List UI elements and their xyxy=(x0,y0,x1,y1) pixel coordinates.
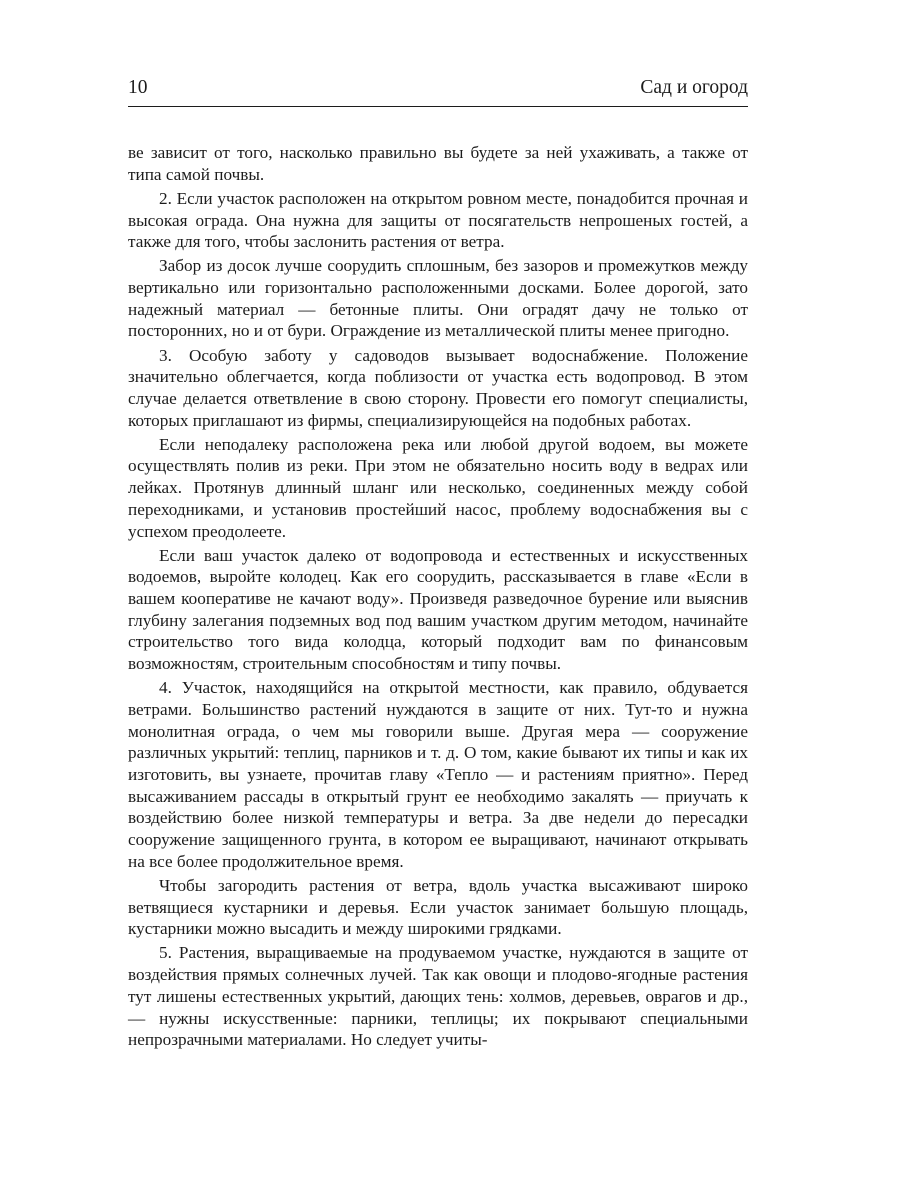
section-title: Сад и огород xyxy=(640,77,748,98)
paragraph-windbreak-shrubs: Чтобы загородить растения от ветра, вдоль участка высаживают широко ветвящиеся кустарники и деревья. Если участок занимает большую площадь, кустарники можно высадить и между широкими грядками. xyxy=(128,875,748,939)
paragraph-continued: ве зависит от того, насколько правильно вы будете за ней ухаживать, а также от типа самой почвы. xyxy=(128,143,748,184)
running-head xyxy=(128,72,748,107)
paragraph-item-2-fence: 2. Если участок расположен на открытом ровном месте, понадобится прочная и высокая ограда. Она нужна для защиты от посягательств непрошеных гостей, а также для того, чтобы заслонить растения от ветра. xyxy=(128,188,748,252)
paragraph-item-5-sun-protection: 5. Растения, выращиваемые на продуваемом участке, нуждаются в защите от воздействия прямых солнечных лучей. Так как овощи и плодово-ягодные растения тут лишены естественных укрытий, дающих тень: холмов, деревьев, оврагов и др., — нужны искусственные: парники, теплицы; их покрывают специальными непрозрачными материалами. Но следует учиты- xyxy=(128,943,748,1050)
body-text xyxy=(128,142,748,1051)
paragraph-item-3-water-supply: 3. Особую заботу у садоводов вызывает водоснабжение. Положение значительно облегчается, когда поблизости от участка есть водопровод. В этом случае делается ответвление в свою сторону. Провести его помогут специалисты, которых приглашают из фирмы, специализирующейся на подобных работах. xyxy=(128,345,748,430)
paragraph-fence-materials: Забор из досок лучше соорудить сплошным, без зазоров и промежутков между вертикально или горизонтально расположенными досками. Более дорогой, зато надежный материал — бетонные плиты. Они оградят дачу не только от посторонних, но и от бури. Ограждение из металлической плиты менее пригодно. xyxy=(128,256,748,341)
paragraph-item-4-wind: 4. Участок, находящийся на открытой местности, как правило, обдувается ветрами. Большинство растений нуждаются в защите от них. Тут-то и нужна монолитная ограда, о чем мы говорили выше. Другая мера — сооружение различных укрытий: теплиц, парников и т. д. О том, какие бывают их типы и как их изготовить, вы узнаете, прочитав главу «Тепло — и растениям приятно». Перед высаживанием рассады в открытый грунт ее необходимо закалять — приучать к воздействию более низкой температуры и ветра. За две недели до пересадки сооружение защищенного грунта, в котором ее выращивают, начинают открывать на все более продолжительное время. xyxy=(128,678,748,871)
paragraph-well: Если ваш участок далеко от водопровода и естественных и искусственных водоемов, выройте колодец. Как его соорудить, рассказывается в главе «Если в вашем кооперативе не качают воду». Произведя разведочное бурение или выяснив глубину залегания подземных вод под вашим участком другим методом, начинайте строительство того вида колодца, который подходит вам по финансовым возможностям, строительным способностям и типу почвы. xyxy=(128,545,748,674)
page-number: 10 xyxy=(128,77,148,98)
paragraph-river-watering: Если неподалеку расположена река или любой другой водоем, вы можете осуществлять полив из реки. При этом не обязательно носить воду в ведрах или лейках. Протянув длинный шланг или несколько, соединенных между собой переходниками, и установив простейший насос, проблему водоснабжения вы с успехом преодолеете. xyxy=(128,434,748,541)
